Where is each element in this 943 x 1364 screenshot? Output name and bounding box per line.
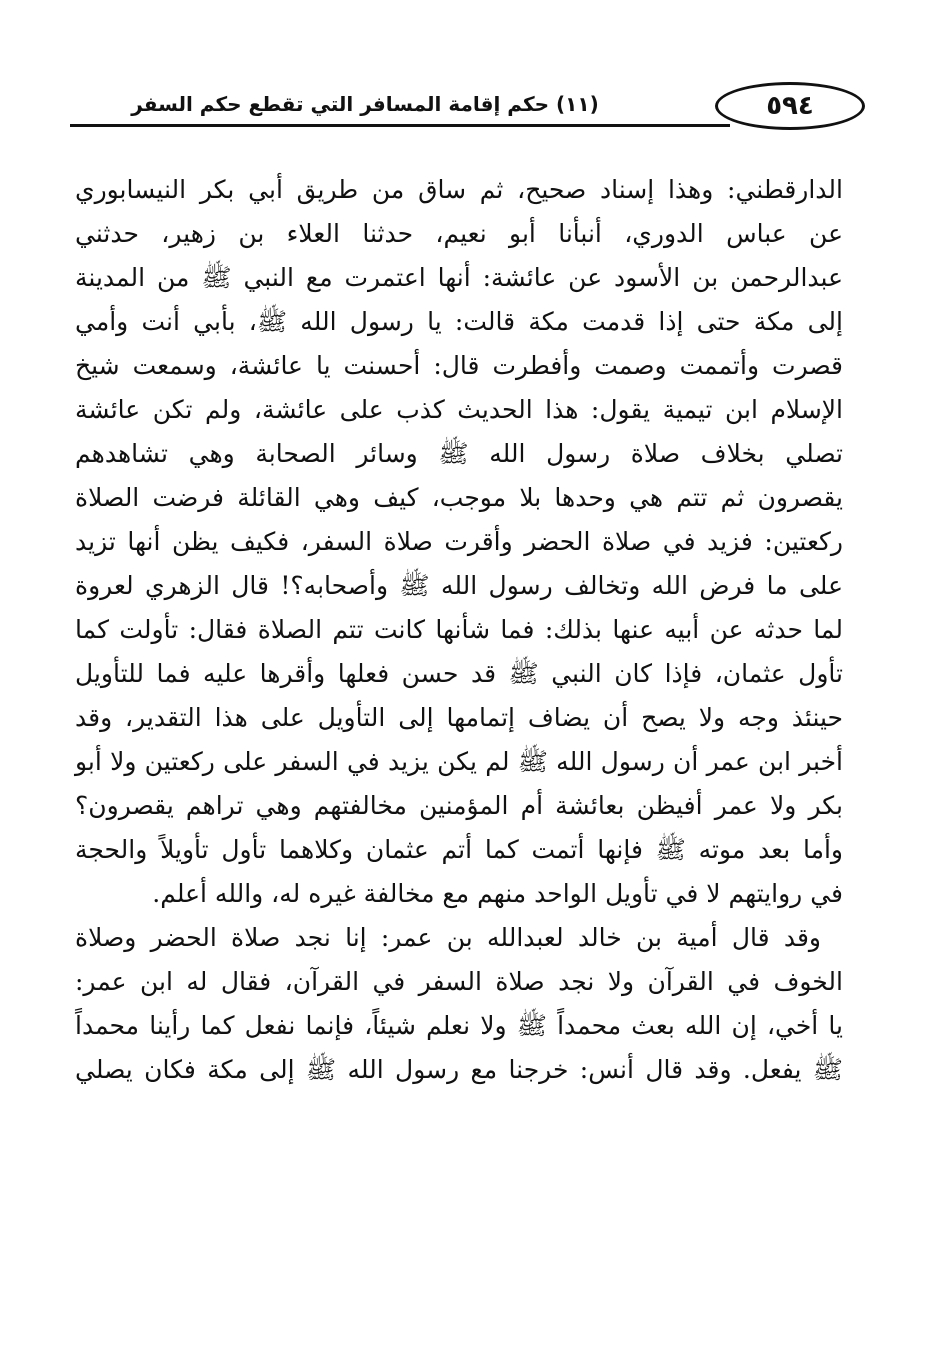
text-line: عبدالرحمن بن الأسود عن عائشة: أنها اعتمرت مع النبي ﷺ من المدينة xyxy=(75,263,843,292)
body-text xyxy=(75,168,843,1092)
text-line: عن عباس الدوري، أنبأنا أبو نعيم، حدثنا العلاء بن زهير، حدثني xyxy=(75,219,843,248)
text-line: الدارقطني: وهذا إسناد صحيح، ثم ساق من طريق أبي بكر النيسابوري xyxy=(75,175,843,204)
text-line: لما حدثه عن أبيه عنها بذلك: فما شأنها كانت تتم الصلاة فقال: تأولت كما xyxy=(75,615,843,644)
running-header xyxy=(70,82,870,128)
text-line: الإسلام ابن تيمية يقول: هذا الحديث كذب على عائشة، ولم تكن عائشة xyxy=(75,395,843,424)
paragraph-end-line: في روايتهم لا في تأويل الواحد منهم مع مخالفة غيره له، والله أعلم. xyxy=(152,879,843,908)
paragraph-start-line: وقد قال أمية بن خالد لعبدالله بن عمر: إنا نجد صلاة الحضر وصلاة xyxy=(75,923,821,952)
text-line: أخبر ابن عمر أن رسول الله ﷺ لم يكن يزيد في السفر على ركعتين ولا أبو xyxy=(75,747,843,776)
text-line: وأما بعد موته ﷺ فإنها أتمت كما أتم عثمان وكلاهما تأول تأويلاً والحجة xyxy=(75,835,843,864)
header-rule xyxy=(70,124,730,127)
chapter-title: (١١) حكم إقامة المسافر التي تقطع حكم السفر xyxy=(131,92,599,116)
text-line: تأول عثمان، فإذا كان النبي ﷺ قد حسن فعلها وأقرها عليه فما للتأويل xyxy=(75,659,843,688)
text-line: على ما فرض الله وتخالف رسول الله ﷺ وأصحابه؟! قال الزهري لعروة xyxy=(75,571,843,600)
text-line: ركعتين: فزيد في صلاة الحضر وأقرت صلاة السفر، فكيف يظن أنها تزيد xyxy=(75,527,843,556)
text-line: بكر ولا عمر أفيظن بعائشة أم المؤمنين مخالفتهم وهي تراهم يقصرون؟ xyxy=(75,791,843,820)
text-line: إلى مكة حتى إذا قدمت مكة قالت: يا رسول الله ﷺ، بأبي أنت وأمي xyxy=(75,307,843,336)
text-line: الخوف في القرآن ولا نجد صلاة السفر في القرآن، فقال له ابن عمر: xyxy=(75,967,843,996)
text-line: تصلي بخلاف صلاة رسول الله ﷺ وسائر الصحابة وهي تشاهدهم xyxy=(75,439,843,468)
text-line: حينئذ وجه ولا يصح أن يضاف إتمامها إلى التأويل على هذا التقدير، وقد xyxy=(75,703,843,732)
text-line: يقصرون ثم تتم هي وحدها بلا موجب، كيف وهي القائلة فرضت الصلاة xyxy=(75,483,843,512)
text-line: ﷺ يفعل. وقد قال أنس: خرجنا مع رسول الله ﷺ إلى مكة فكان يصلي xyxy=(75,1055,843,1084)
text-line: قصرت وأتممت وصمت وأفطرت قال: أحسنت يا عائشة، وسمعت شيخ xyxy=(75,351,843,380)
text-line: يا أخي، إن الله بعث محمداً ﷺ ولا نعلم شيئاً، فإنما نفعل كما رأينا محمداً xyxy=(75,1011,843,1040)
page-number: ٥٩٤ xyxy=(715,82,865,130)
